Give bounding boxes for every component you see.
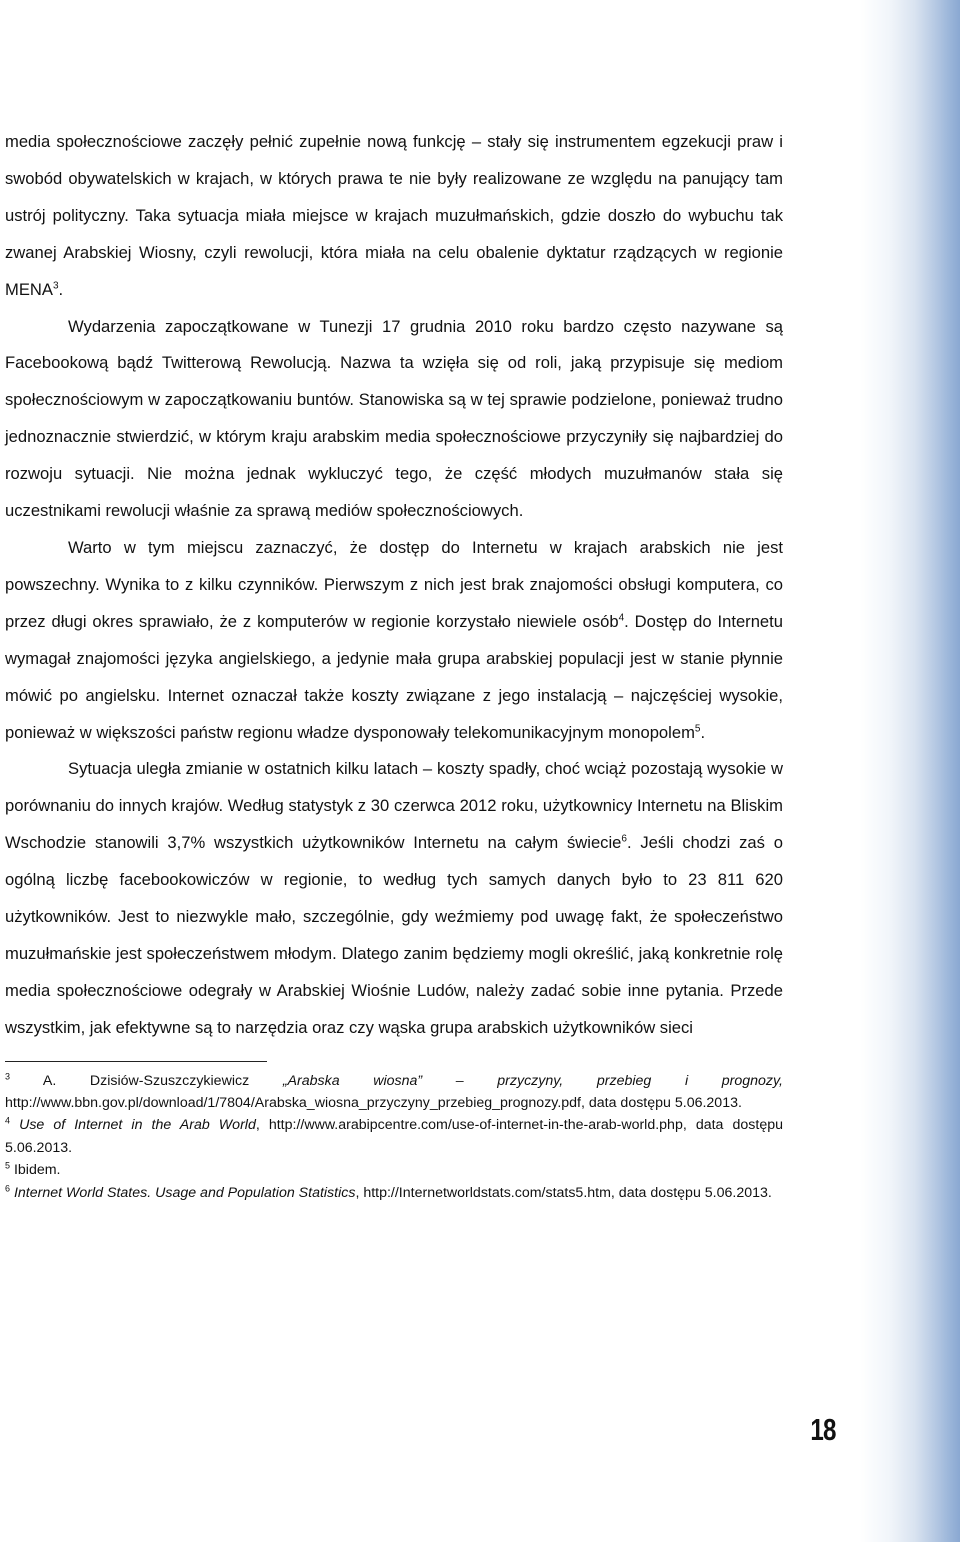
footnote-4-number: 4 — [5, 1115, 11, 1126]
footnote-5-number: 5 — [5, 1160, 11, 1171]
paragraph-2-text: Wydarzenia zapoczątkowane w Tunezji 17 grudnia 2010 roku bardzo często nazywane są Facebookową bądź Twitterową Rewolucją. Nazwa ta wzięła się od roli, jaką przypisuje się mediom społecznościowym w zapoczątkowaniu buntów. Stanowiska są w tej sprawie podzielone, ponieważ trudno jednoznacznie stwierdzić, w którym kraju arabskim media społecznościowe przyczyniły się najbardziej do rozwoju sytuacji. Nie można jednak wykluczyć tego, że część młodych muzułmanów stała się uczestnikami rewolucji właśnie za sprawą mediów społecznościowych. — [5, 316, 783, 521]
footnote-3-author: A. Dzisiów-Szuszczykiewicz — [10, 1072, 283, 1089]
footnote-4-rest: , http://www.arabipcentre.com/use-of-internet-in-the-arab-world.php, data dostępu 5.06.2013. — [5, 1117, 783, 1156]
paragraph-3-text-end: . — [700, 722, 706, 742]
footnote-4-title: Use of Internet in the Arab World — [10, 1117, 256, 1134]
paragraph-4 — [5, 751, 783, 1046]
footnote-6-title: Internet World States. Usage and Population Statistics — [10, 1184, 356, 1201]
decorative-side-band — [860, 0, 960, 1542]
footnote-5 — [5, 1159, 783, 1181]
paragraph-3-text-mid: . Dostęp do Internetu wymagał znajomości języka angielskiego, a jedynie mała grupa arabskiej populacji jest w stanie płynnie mówić po angielsku. Internet oznaczał także koszty związane z jego instalacją – najczęściej wysokie, ponieważ w większości państw regionu władze dysponowały telekomunikacyjnym monopolem — [5, 611, 783, 742]
footnote-6-rest: , http://Internetworldstats.com/stats5.htm, data dostępu 5.06.2013. — [355, 1184, 772, 1201]
footnote-ref-6[interactable]: 6 — [621, 833, 627, 845]
footnote-ref-5[interactable]: 5 — [694, 722, 701, 734]
paragraph-2 — [5, 309, 783, 530]
paragraph-1-text: media społecznościowe zaczęły pełnić zupełnie nową funkcję – stały się instrumentem egzekucji praw i swobód obywatelskich w krajach, w których prawa te nie były realizowane ze względu na panujący tam ustrój polityczny. Taka sytuacja miała miejsce w krajach muzułmańskich, gdzie doszło do wybuchu tak zwanej Arabskiej Wiosny, czyli rewolucji, która miała na celu obalenie dyktatur rządzących w regionie MENA — [5, 132, 783, 299]
page-body — [5, 124, 783, 1204]
paragraph-1 — [5, 124, 783, 309]
footnote-separator — [5, 1061, 267, 1062]
footnote-ref-4[interactable]: 4 — [618, 612, 625, 624]
footnote-5-rest: Ibidem. — [10, 1162, 61, 1179]
footnote-3-number: 3 — [5, 1070, 11, 1081]
paragraph-1-text-end: . — [58, 279, 64, 299]
footnote-6-number: 6 — [5, 1182, 11, 1193]
paragraph-4-text: Sytuacja uległa zmianie w ostatnich kilku latach – koszty spadły, choć wciąż pozostają wysokie w porównaniu do innych krajów. Według statystyk z 30 czerwca 2012 roku, użytkownicy Internetu na Bliskim Wschodzie stanowili 3,7% wszystkich użytkowników Internetu na całym świecie — [5, 759, 783, 853]
paragraph-3-text: Warto w tym miejscu zaznaczyć, że dostęp do Internetu w krajach arabskich nie jest powszechny. Wynika to z kilku czynników. Pierwszym z nich jest brak znajomości obsługi komputera, co przez długi okres sprawiało, że z komputerów w regionie korzystało niewiele osób — [5, 537, 783, 631]
footnotes — [5, 1070, 783, 1204]
paragraph-4-text-end: . Jeśli chodzi zaś o ogólną liczbę facebookowiczów w regionie, to według tych samych danych było to 23 811 620 użytkowników. Jest to niezwykle mało, szczególnie, gdy weźmiemy pod uwagę fakt, że społeczeństwo muzułmańskie jest społeczeństwem młodym. Dlatego zanim będziemy mogli określić, jaką konkretnie rolę media społecznościowe odegrały w Arabskiej Wiośnie Ludów, należy zadać sobie inne pytania. Przede wszystkim, jak efektywne są to narzędzia oraz czy wąska grupa arabskich użytkowników sieci — [5, 833, 783, 1037]
footnote-6 — [5, 1182, 783, 1204]
paragraph-3 — [5, 530, 783, 751]
footnote-3 — [5, 1070, 783, 1115]
footnote-3-rest: http://www.bbn.gov.pl/download/1/7804/Arabska_wiosna_przyczyny_przebieg_prognozy.pdf, data dostępu 5.06.2013. — [5, 1095, 742, 1112]
page-number: 18 — [810, 1412, 836, 1447]
footnote-4 — [5, 1114, 783, 1159]
footnote-3-title: „Arabska wiosna” – przyczyny, przebieg i prognozy, — [282, 1072, 784, 1089]
footnote-ref-3[interactable]: 3 — [52, 280, 59, 292]
